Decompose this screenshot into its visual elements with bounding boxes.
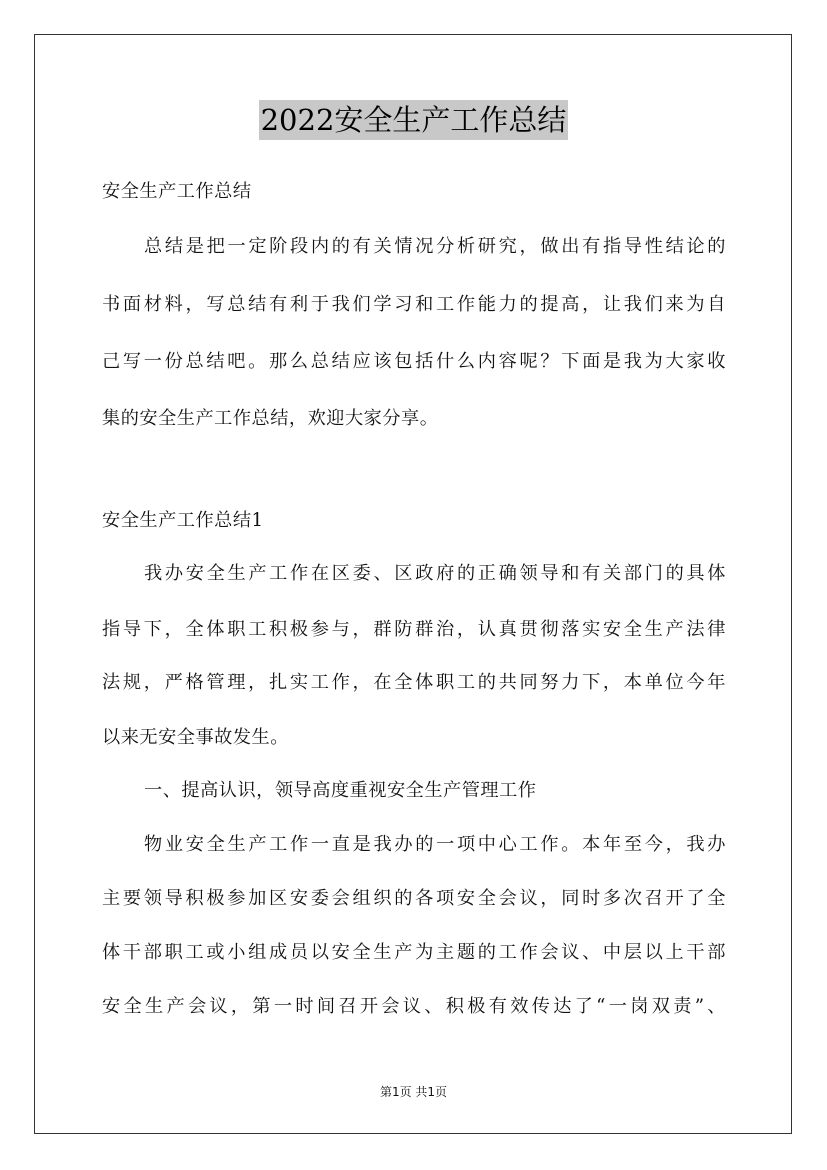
section-heading: 安全生产工作总结1	[102, 510, 264, 531]
paragraph-line: 物业安全生产工作一直是我办的一项中心工作。本年至今，我办	[144, 834, 726, 855]
paragraph-line: 指导下，全体职工积极参与，群防群治，认真贯彻落实安全生产法律	[102, 619, 726, 640]
paragraph-line: 己写一份总结吧。那么总结应该包括什么内容呢？下面是我为大家收	[102, 351, 726, 372]
paragraph-line: 主要领导积极参加区安委会组织的各项安全会议，同时多次召开了全	[102, 888, 726, 909]
page-number: 第1页 共1页	[379, 1085, 448, 1099]
section-heading: 安全生产工作总结	[102, 181, 252, 202]
paragraph-line: 体干部职工或小组成员以安全生产为主题的工作会议、中层以上干部	[102, 942, 726, 963]
paragraph-line: 安全生产会议，第一时间召开会议、积极有效传达了“一岗双责”、	[102, 996, 726, 1017]
paragraph-line: 总结是把一定阶段内的有关情况分析研究，做出有指导性结论的	[144, 236, 726, 257]
subsection-heading: 一、提高认识，领导高度重视安全生产管理工作	[144, 780, 537, 801]
paragraph-line: 以来无安全事故发生。	[102, 727, 289, 748]
paragraph-line: 集的安全生产工作总结，欢迎大家分享。	[102, 408, 439, 429]
paragraph-line: 书面材料，写总结有利于我们学习和工作能力的提高，让我们来为自	[102, 294, 726, 315]
paragraph-line: 我办安全生产工作在区委、区政府的正确领导和有关部门的具体	[144, 563, 726, 584]
title-container	[0, 100, 827, 140]
paragraph-line: 法规，严格管理，扎实工作，在全体职工的共同努力下，本单位今年	[102, 672, 726, 693]
document-title: 2022安全生产工作总结	[259, 100, 569, 140]
